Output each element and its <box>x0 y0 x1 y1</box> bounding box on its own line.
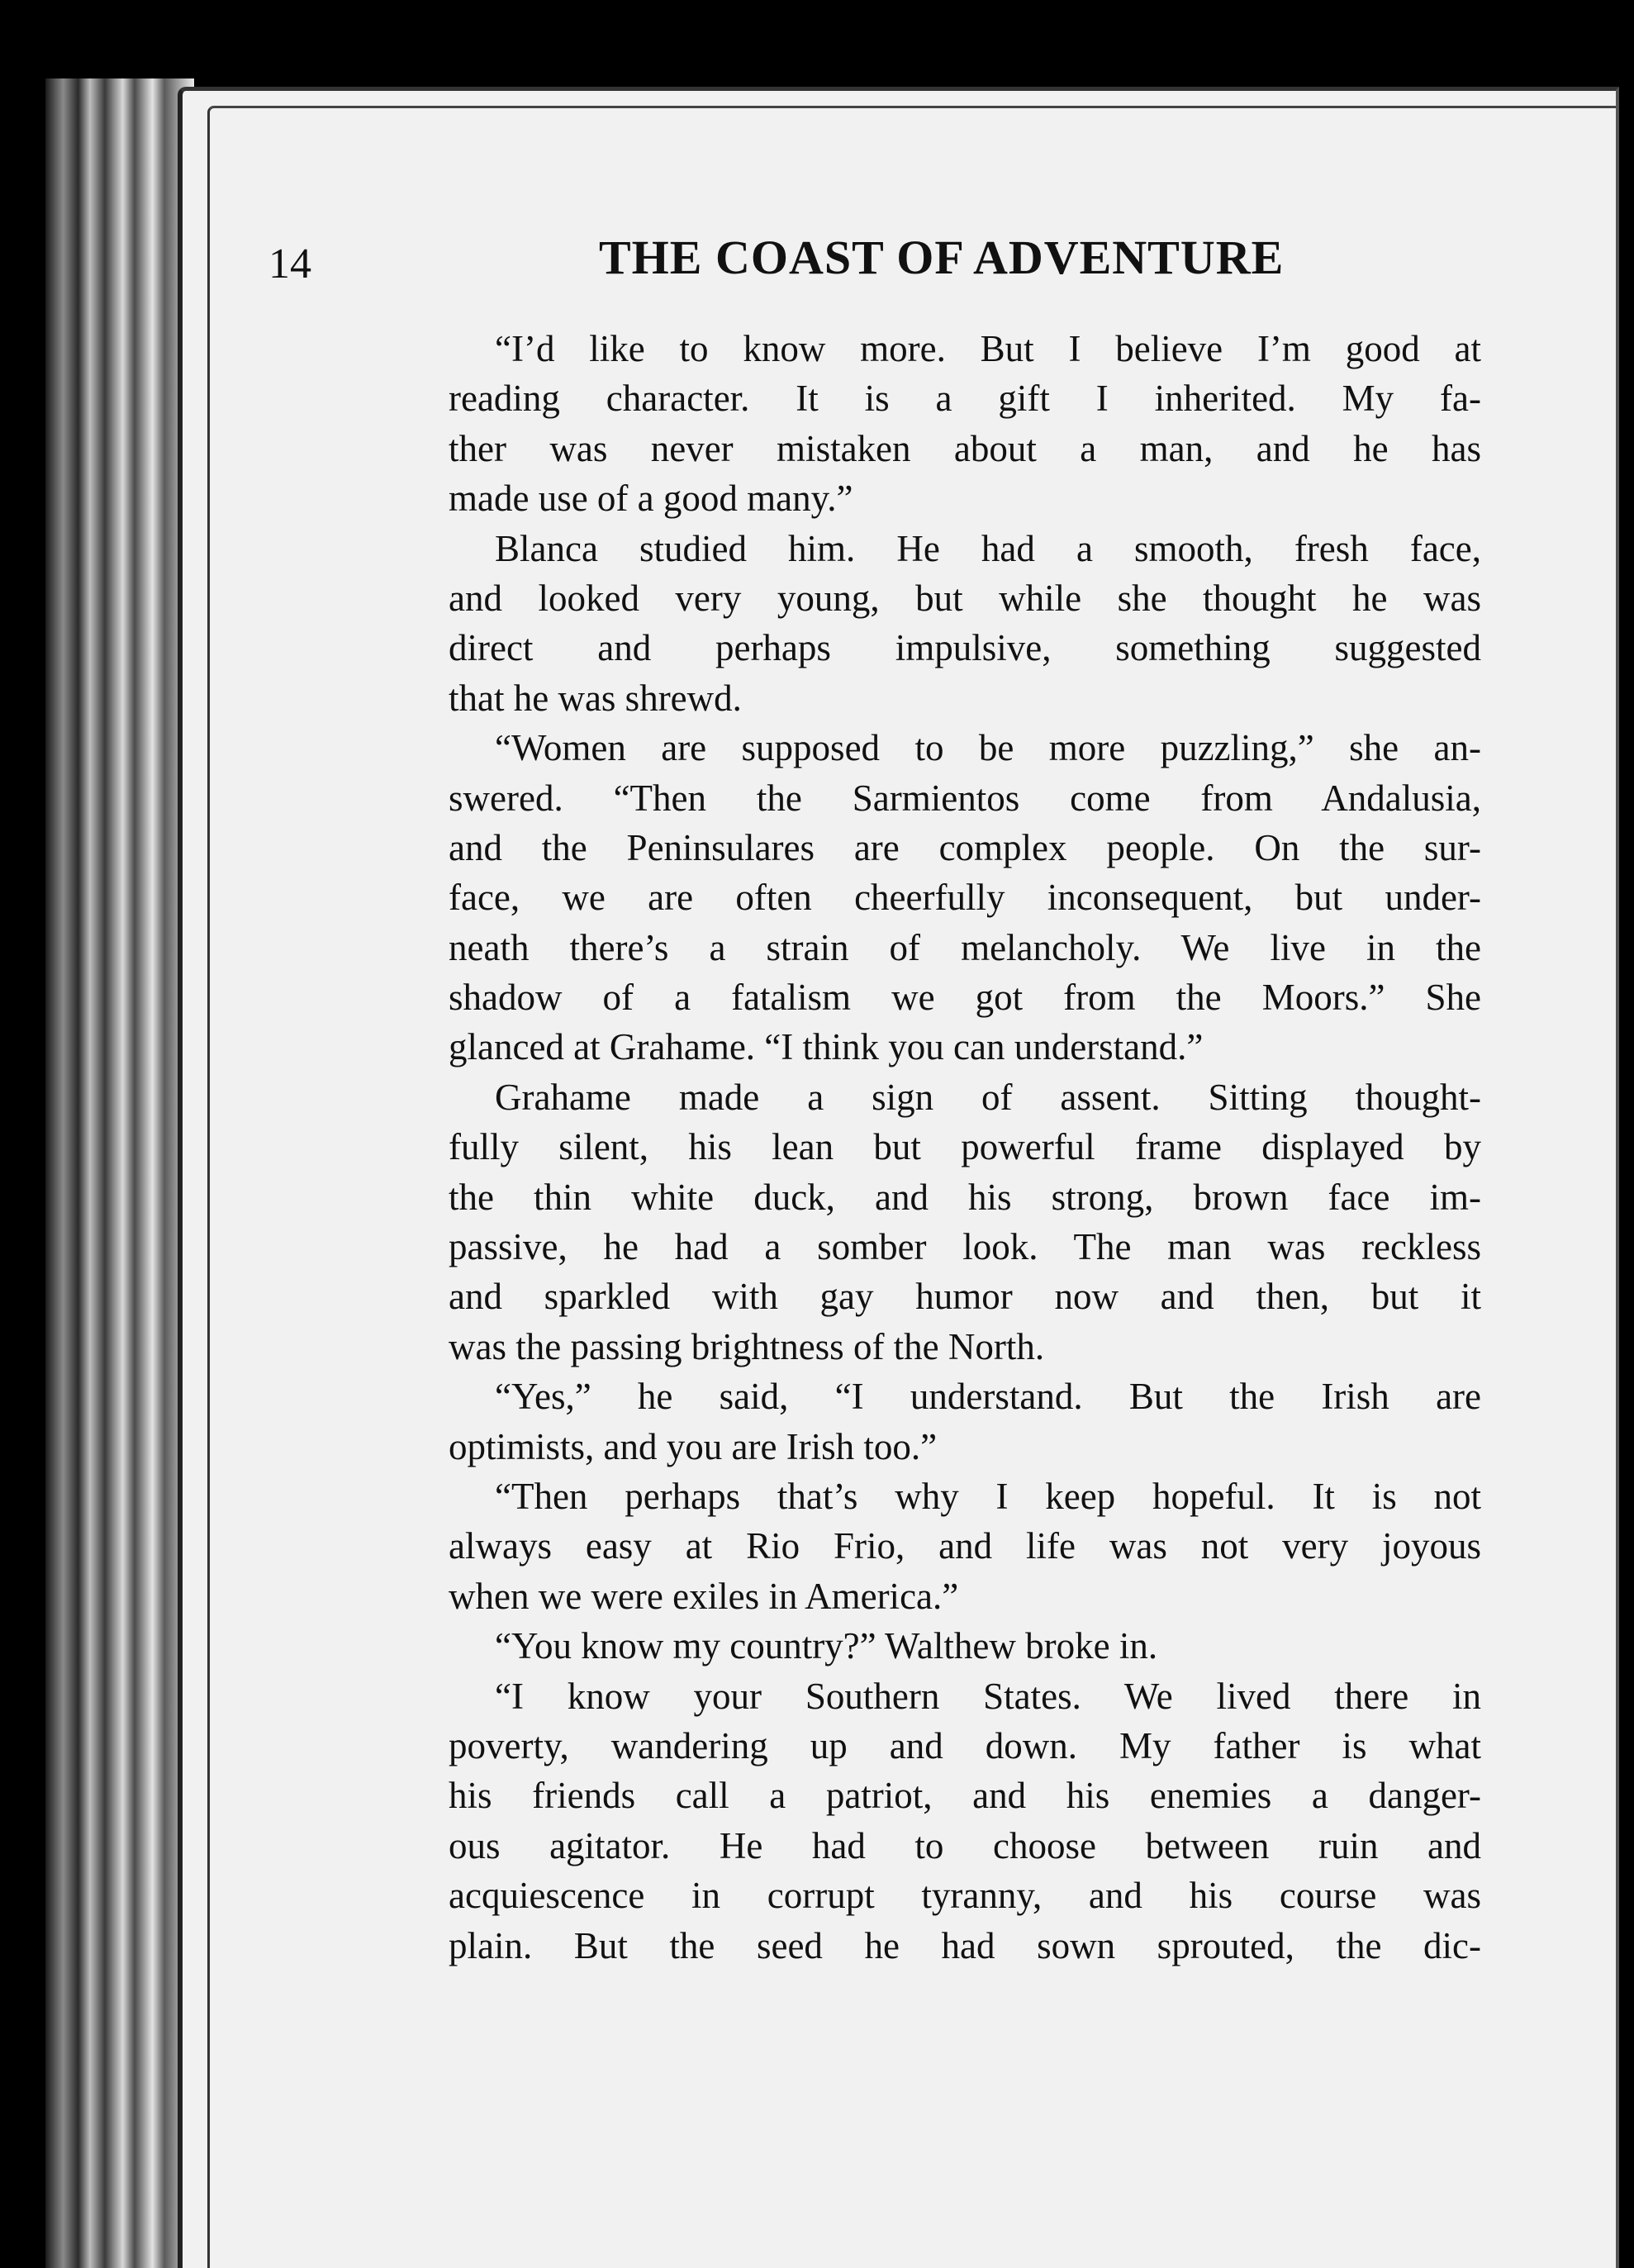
text-line: Blanca studied him. He had a smooth, fresh face, <box>495 527 1481 569</box>
text-line: and looked very young, but while she thought he was <box>449 577 1481 619</box>
text-line: swered. “Then the Sarmientos come from Andalusia, <box>449 777 1481 819</box>
text-line: plain. But the seed he had sown sprouted, the dic- <box>449 1924 1481 1966</box>
text-line: that he was shrewd. <box>449 677 742 719</box>
text-line: ther was never mistaken about a man, and he has <box>449 427 1481 469</box>
text-line: reading character. It is a gift I inherited. My fa- <box>449 378 1481 420</box>
book-edge-pages <box>45 78 194 2268</box>
page-number: 14 <box>268 240 311 288</box>
text-line: shadow of a fatalism we got from the Moors.” She <box>449 977 1481 1019</box>
text-line: and the Peninsulares are complex people. On the sur- <box>449 826 1481 868</box>
text-line: poverty, wandering up and down. My father is what <box>449 1724 1481 1766</box>
text-line: his friends call a patriot, and his enemies a danger- <box>449 1775 1481 1817</box>
text-line: direct and perhaps impulsive, something suggested <box>449 627 1481 669</box>
text-line: and sparkled with gay humor now and then, but it <box>449 1276 1481 1318</box>
text-line: “You know my country?” Walthew broke in. <box>495 1625 1158 1667</box>
page-header <box>268 230 1326 296</box>
text-line: was the passing brightness of the North. <box>449 1325 1045 1367</box>
text-line: “I’d like to know more. But I believe I’m good at <box>495 328 1481 369</box>
text-line: neath there’s a strain of melancholy. We live in the <box>449 926 1481 968</box>
text-line: always easy at Rio Frio, and life was not very joyous <box>449 1525 1481 1567</box>
text-line: made use of a good many.” <box>449 478 853 520</box>
text-line: optimists, and you are Irish too.” <box>449 1425 938 1467</box>
text-line: glanced at Grahame. “I think you can understand.” <box>449 1026 1204 1068</box>
text-line: passive, he had a somber look. The man was reckless <box>449 1226 1481 1268</box>
text-line: acquiescence in corrupt tyranny, and his course was <box>449 1875 1481 1917</box>
text-line: “Women are supposed to be more puzzling,” she an- <box>495 727 1481 769</box>
text-line: face, we are often cheerfully inconsequent, but under- <box>449 877 1481 919</box>
text-line: “Then perhaps that’s why I keep hopeful. It is not <box>495 1475 1481 1517</box>
body-text <box>449 324 1481 1971</box>
text-line: Grahame made a sign of assent. Sitting thought- <box>495 1076 1481 1118</box>
text-line: when we were exiles in America.” <box>449 1575 959 1617</box>
text-line: ous agitator. He had to choose between ruin and <box>449 1824 1481 1866</box>
text-line: “Yes,” he said, “I understand. But the Irish are <box>495 1376 1481 1418</box>
running-title: THE COAST OF ADVENTURE <box>599 231 1285 284</box>
text-line: fully silent, his lean but powerful frame displayed by <box>449 1126 1481 1168</box>
text-line: “I know your Southern States. We lived there in <box>495 1675 1481 1717</box>
text-line: the thin white duck, and his strong, brown face im- <box>449 1176 1481 1218</box>
